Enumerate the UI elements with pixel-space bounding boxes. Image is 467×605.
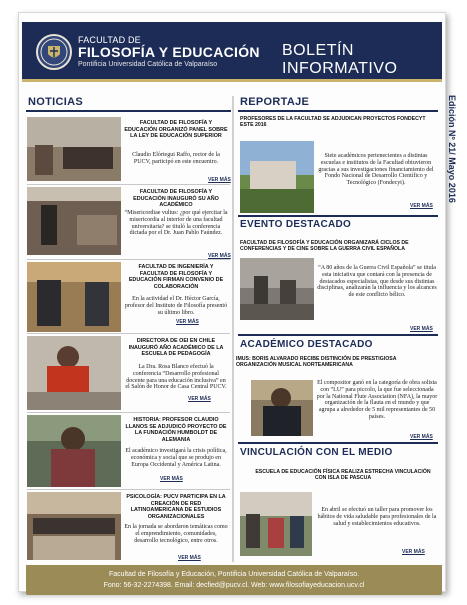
noticias-heading: NOTICIAS — [26, 96, 231, 112]
news-title-6[interactable]: PSICOLOGÍA: PUCV PARTICIPA EN LA CREACIÓN DE RED LATINOAMERICANA DE ESTUDIOS ORGANIZACIONALES — [126, 494, 226, 520]
news-photo-5 — [27, 415, 121, 487]
news-more-link-5[interactable]: VER MÁS — [160, 476, 183, 482]
evento-heading: EVENTO DESTACADO — [240, 219, 352, 230]
news-summary-4: La Dra. Rosa Blanco efectuó la conferencia “Desarrollo profesional docente para una educación inclusiva” en el Salón de Honor de Casa Central PUCV. — [125, 364, 227, 391]
reportaje-title[interactable]: PROFESORES DE LA FACULTAD SE ADJUDICAN PROYECTOS FONDECYT ESTE 2016 — [240, 116, 426, 129]
column-divider — [232, 96, 234, 562]
footer-contact — [26, 565, 442, 595]
news-more-link-1[interactable]: VER MÁS — [208, 177, 231, 183]
footer-contact-line[interactable]: Fono: 56-32-2274398. Email: decfied@pucv.cl. Web: www.filosofiayeducacion.ucv.cl — [103, 582, 365, 589]
academico-photo — [251, 380, 313, 436]
news-more-link-2[interactable]: VER MÁS — [208, 253, 231, 259]
news-photo-3 — [27, 262, 121, 332]
row-divider — [27, 184, 230, 185]
university-crest-icon — [36, 34, 72, 70]
vinculacion-summary: En abril se efectuó un taller para promover los hábitos de vida saludable para profesionales de la salud y establecimientos educativos. — [317, 507, 437, 527]
footer-address: Facultad de Filosofía y Educación, Pontificia Universidad Católica de Valparaíso. — [108, 571, 360, 578]
reportaje-photo — [240, 141, 314, 213]
news-photo-6 — [27, 492, 121, 560]
news-more-link-6[interactable]: VER MÁS — [178, 555, 201, 561]
vinculacion-photo — [240, 492, 312, 556]
news-more-link-4[interactable]: VER MÁS — [188, 396, 211, 402]
news-summary-5: El académico investigará la crisis política, económica y social que se produjo en Europa Occidental y América Latina. — [125, 448, 227, 468]
news-summary-6: En la jornada se abordaron temáticas como el emprendimiento, comunidades, desarrollo tecnológico, entre otros. — [124, 524, 228, 544]
news-summary-1: Claudio Elórtegui Raffo, rector de la PUCV, participó en este encuentro. — [132, 152, 220, 165]
evento-summary: “A 80 años de la Guerra Civil Española” se titula esta iniciativa que contará con la presencia de destacados especialistas, que desde sus distintas disciplinas, analizarán la influencia y los alcances de este conflicto bélico. — [317, 265, 437, 299]
faculty-label-line1: FACULTAD DE — [78, 35, 141, 45]
news-title-1[interactable]: FACULTAD DE FILOSOFÍA Y EDUCACIÓN ORGANIZÓ PANEL SOBRE LA LEY DE EDUCACIÓN SUPERIOR — [124, 120, 228, 140]
faculty-label-line2: FILOSOFÍA Y EDUCACIÓN — [78, 44, 260, 60]
reportaje-heading: REPORTAJE — [238, 96, 438, 112]
university-label: Pontificia Universidad Católica de Valparaíso — [78, 61, 218, 68]
section-divider — [238, 215, 438, 217]
evento-more-link[interactable]: VER MÁS — [410, 326, 433, 332]
edition-label: Edición Nº 21/ Mayo 2016 — [447, 95, 457, 203]
row-divider — [27, 259, 230, 260]
academico-title[interactable]: IMUS: BORIS ALVARADO RECIBE DISTINCIÓN DE PRESTIGIOSA ORGANIZACIÓN MUSICAL NORTEAMERICANA — [236, 356, 397, 369]
news-photo-2 — [27, 187, 121, 255]
row-divider — [27, 333, 230, 334]
vinculacion-more-link[interactable]: VER MÁS — [402, 549, 425, 555]
news-title-5[interactable]: HISTORIA: PROFESOR CLAUDIO LLANOS SE ADJUDICÓ PROYECTO DE LA FUNDACIÓN HUMBOLDT DE ALEMANIA — [125, 417, 227, 443]
news-summary-2: “Misericordiae vultus: ¿por qué ejercitar la misericordia al interior de una facultad universitaria? se tituló la conferencia dictada por el Dr. Juan Pablo Faúndez. — [124, 210, 228, 237]
news-title-2[interactable]: FACULTAD DE FILOSOFÍA Y EDUCACIÓN INAUGURÓ SU AÑO ACADÉMICO — [133, 189, 219, 209]
news-summary-3: En la actividad el Dr. Héctor García, profesor del Instituto de Filosofía presentó su último libro. — [124, 296, 228, 316]
evento-photo — [240, 258, 314, 320]
news-photo-4 — [27, 336, 121, 410]
header-banner — [22, 22, 442, 82]
row-divider — [27, 489, 230, 490]
news-more-link-3[interactable]: VER MÁS — [176, 319, 199, 325]
news-title-3[interactable]: FACULTAD DE INGENIERÍA Y FACULTAD DE FILOSOFÍA Y EDUCACIÓN FIRMAN CONVENIO DE COLABORACIÓN — [128, 264, 224, 290]
reportaje-more-link[interactable]: VER MÁS — [410, 203, 433, 209]
evento-title[interactable]: FACULTAD DE FILOSOFÍA Y EDUCACIÓN ORGANIZARÁ CICLOS DE CONFERENCIAS Y DE CINE SOBRE LA GUERRA CIVIL ESPAÑOLA — [240, 240, 409, 253]
section-divider — [238, 334, 438, 336]
reportaje-summary: Siete académicos pertenecientes a distintas escuelas e institutos de la Facultad obtuvieron gracias a sus investigaciones financiamiento del Fondo Nacional de Desarrollo Científico y Tecnológico (Fondecyt). — [318, 153, 434, 187]
vinculacion-heading: VINCULACIÓN CON EL MEDIO — [240, 447, 393, 458]
vinculacion-title[interactable]: ESCUELA DE EDUCACIÓN FÍSICA REALIZA ESTRECHA VINCULACIÓN CON ISLA DE PASCUA — [255, 469, 431, 482]
row-divider — [27, 412, 230, 413]
section-divider — [238, 442, 438, 444]
academico-heading: ACADÉMICO DESTACADO — [240, 339, 373, 350]
academico-summary: El compositor ganó en la categoría de obra solista con “LU” para piccolo, la que fue seleccionada por la National Flute Association (NFA), la mayor organización de la flauta en el mundo y que agrupa a alrededor de 5 mil representantes de 50 países. — [316, 380, 438, 420]
news-photo-1 — [27, 117, 121, 181]
academico-more-link[interactable]: VER MÁS — [410, 434, 433, 440]
news-title-4[interactable]: DIRECTORA DE OEI EN CHILE INAUGURÓ AÑO ACADÉMICO DE LA ESCUELA DE PEDAGOGÍA — [128, 338, 224, 358]
bulletin-title: BOLETÍN INFORMATIVO — [282, 42, 398, 77]
